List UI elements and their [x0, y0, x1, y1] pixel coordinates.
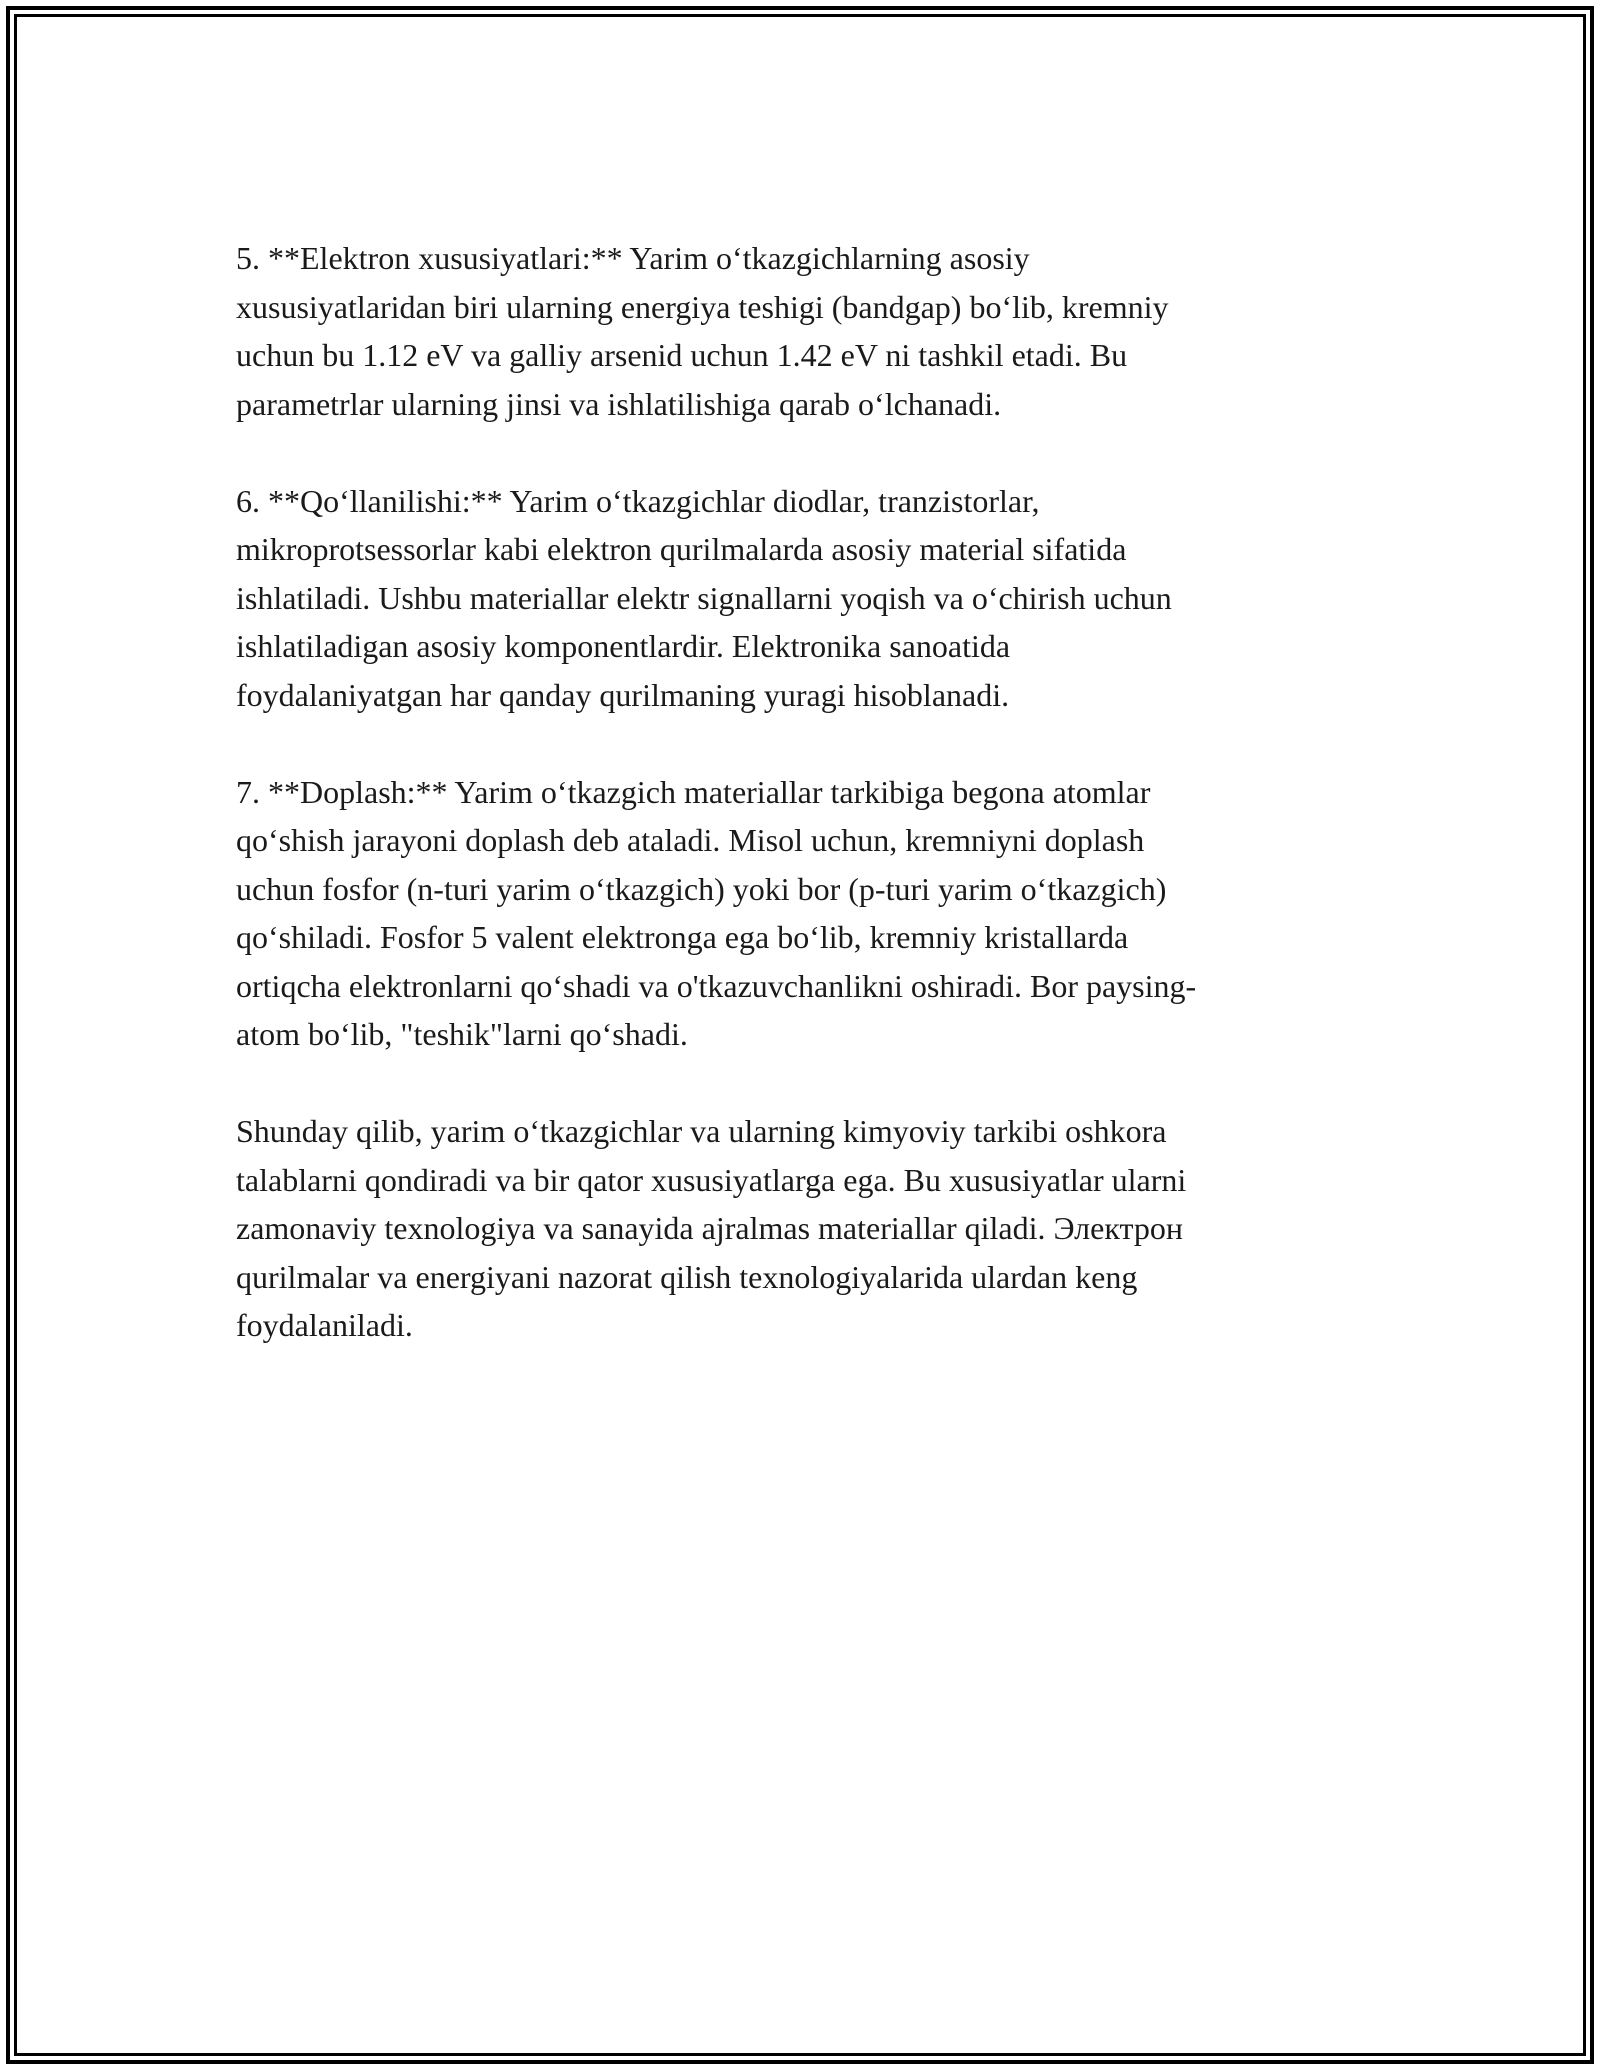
paragraph-conclusion: Shunday qilib, yarim o‘tkazgichlar va ularning kimyoviy tarkibi oshkora talablarni qondiradi va bir qator xususiyatlarga ega. Bu xususiyatlar ularni zamonaviy texnologiya va sanayida ajralmas materiallar qiladi. Электрон qurilmalar va energiyani nazorat qilish texnologiyalarida ulardan keng foydalaniladi.	[236, 1113, 1187, 1343]
paragraph-doping: 7. **Doplash:** Yarim o‘tkazgich materiallar tarkibiga begona atomlar qo‘shish jarayoni doplash deb ataladi. Misol uchun, kremniyni doplash uchun fosfor (n-turi yarim o‘tkazgich) yoki bor (p-turi yarim o‘tkazgich) qo‘shiladi. Fosfor 5 valent elektronga ega bo‘lib, kremniy kristallarda ortiqcha elektronlarni qo‘shadi va o'tkazuvchanlikni oshiradi. Bor paysing- atom bo‘lib, "teshik"larni qo‘shadi.	[236, 773, 1197, 1052]
paragraph-applications: 6. **Qo‘llanilishi:** Yarim o‘tkazgichlar diodlar, tranzistorlar, mikroprotsessorlar kabi elektron qurilmalarda asosiy material sifatida ishlatiladi. Ushbu materiallar elektr signallarni yoqish va o‘chirish uchun ishlatiladigan asosiy komponentlardir. Elektronika sanoatida foydalaniyatgan har qanday qurilmaning yuragi hisoblanadi.	[236, 482, 1172, 713]
document-body	[236, 234, 1366, 1350]
paragraph-electronic-properties: 5. **Elektron xususiyatlari:** Yarim o‘tkazgichlarning asosiy xususiyatlaridan biri ularning energiya teshigi (bandgap) bo‘lib, kremniy uchun bu 1.12 eV va galliy arsenid uchun 1.42 eV ni tashkil etadi. Bu parametrlar ularning jinsi va ishlatilishiga qarab o‘lchanadi.	[236, 240, 1169, 422]
